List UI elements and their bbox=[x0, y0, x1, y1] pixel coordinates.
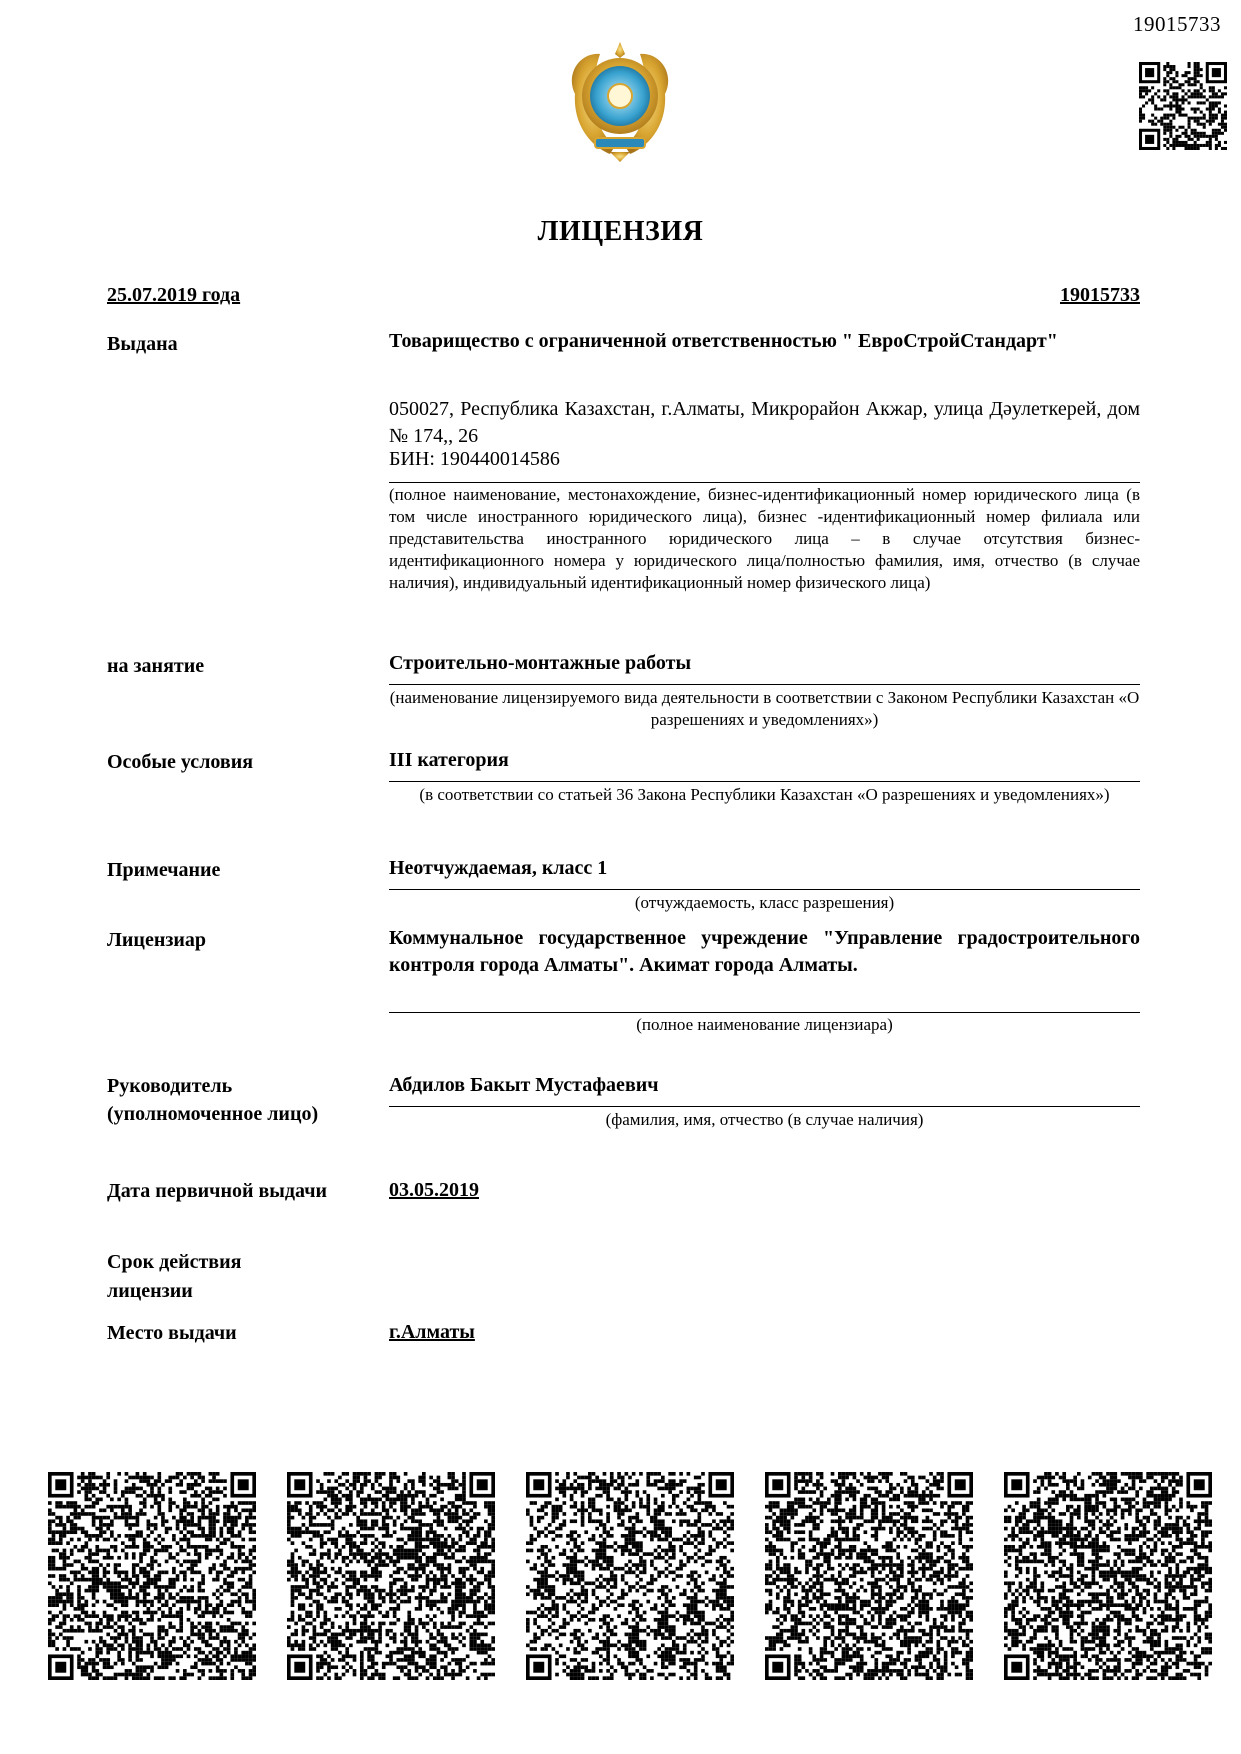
special-rule bbox=[389, 781, 1140, 782]
issued-rule bbox=[389, 482, 1140, 483]
doc-number-top: 19015733 bbox=[1133, 12, 1221, 36]
license-number: 19015733 bbox=[1060, 284, 1140, 306]
special-note: (в соответствии со статьей 36 Закона Республики Казахстан «О разрешениях и уведомлениях») bbox=[419, 785, 1110, 804]
licensor-value: Коммунальное государственное учреждение "Управление градостроительного контроля города Алматы". Акимат города Алматы. bbox=[389, 927, 1140, 976]
state-emblem-icon bbox=[555, 34, 685, 166]
issued-address: 050027, Республика Казахстан, г.Алматы, Микрорайон Акжар, улица Дәулеткерей, дом № 174,, 26 bbox=[389, 398, 1140, 447]
remark-value: Неотчуждаемая, класс 1 bbox=[389, 857, 608, 879]
head-note: (фамилия, имя, отчество (в случае наличия) bbox=[605, 1110, 924, 1129]
activity-note: (наименование лицензируемого вида деятельности в соответствии с Законом Республики Казахстан «О разрешениях и уведомлениях») bbox=[389, 688, 1140, 729]
qr-code-icon bbox=[1139, 62, 1227, 150]
head-value: Абдилов Бакыт Мустафаевич bbox=[389, 1074, 659, 1096]
licensor-rule bbox=[389, 1012, 1140, 1013]
qr-code-icon bbox=[765, 1472, 973, 1680]
license-date: 25.07.2019 года bbox=[107, 284, 241, 306]
qr-code-icon bbox=[526, 1472, 734, 1680]
head-label-line1: Руководитель bbox=[107, 1075, 233, 1097]
validity-label-line1: Срок действия bbox=[107, 1251, 242, 1273]
qr-code-icon bbox=[287, 1472, 495, 1680]
issued-note: (полное наименование, местонахождение, бизнес-идентификационный номер юридического лица (в том числе иностранного юридического лица), бизнес -идентификационный номер филиала или представительства иностранного юридического лица – в случае отсутствия бизнес-идентификационного номера у юридического лица/полностью фамилия, имя, отчество (в случае наличия), индивидуальный идентификационный номер физического лица) bbox=[389, 485, 1140, 592]
head-label-line2: (уполномоченное лицо) bbox=[107, 1103, 319, 1125]
head-rule bbox=[389, 1106, 1140, 1107]
qr-code-icon bbox=[48, 1472, 256, 1680]
remark-label: Примечание bbox=[107, 859, 221, 881]
validity-label-line2: лицензии bbox=[107, 1280, 193, 1302]
remark-rule bbox=[389, 889, 1140, 890]
remark-note: (отчуждаемость, класс разрешения) bbox=[634, 893, 895, 912]
first-issue-label: Дата первичной выдачи bbox=[107, 1180, 328, 1202]
activity-label: на занятие bbox=[107, 655, 205, 677]
first-issue-value: 03.05.2019 bbox=[389, 1179, 479, 1201]
licensor-label: Лицензиар bbox=[107, 929, 207, 951]
qr-code-icon bbox=[1004, 1472, 1212, 1680]
special-value: III категория bbox=[389, 749, 509, 771]
licensor-note: (полное наименование лицензиара) bbox=[636, 1015, 893, 1034]
issued-label: Выдана bbox=[107, 333, 178, 355]
activity-value: Строительно-монтажные работы bbox=[389, 652, 692, 674]
issued-org-name: Товарищество с ограниченной ответственностью " ЕвроСтройСтандарт" bbox=[389, 330, 1058, 352]
place-value: г.Алматы bbox=[389, 1321, 475, 1343]
activity-rule bbox=[389, 684, 1140, 685]
place-label: Место выдачи bbox=[107, 1322, 237, 1344]
issued-bin: БИН: 190440014586 bbox=[389, 448, 560, 470]
special-label: Особые условия bbox=[107, 751, 254, 773]
document-title: ЛИЦЕНЗИЯ bbox=[537, 216, 704, 247]
